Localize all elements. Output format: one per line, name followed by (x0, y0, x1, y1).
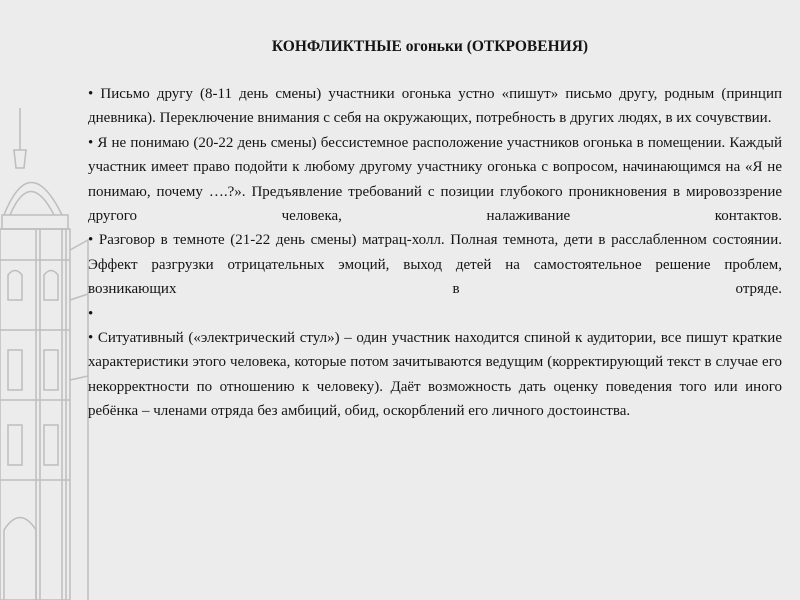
list-item (88, 302, 782, 326)
slide-title: КОНФЛИКТНЫЕ огоньки (ОТКРОВЕНИЯ) (271, 38, 589, 55)
list-item: • Я не понимаю (20-22 день смены) бессистемное расположение участников огонька в помещении. Каждый участник имеет право подойти к любому другому участнику огонька с вопросом, начинающимся на «Я не понимаю, почему ….?». Предъявление требований с позиции глубокого проникновения в мировоззрение другого человека, налаживание контактов. (88, 131, 782, 229)
list-item: • Ситуативный («электрический стул») – один участник находится спиной к аудитории, все пишут краткие характеристики этого человека, которые потом зачитываются ведущим (корректирующий текст в случае его некорректности по отношению к человеку). Даёт возможность дать оценку поведения того или иного ребёнка – членами отряда без амбиций, обид, оскорблений его личного достоинства. (88, 326, 782, 424)
building-illustration (0, 0, 90, 600)
list-item: • Разговор в темноте (21-22 день смены) матрац-холл. Полная темнота, дети в расслабленном состоянии. Эффект разгрузки отрицательных эмоций, выход детей на самостоятельное решение проблем, возникающих в отряде. (88, 228, 782, 301)
body-text (88, 82, 782, 424)
list-item: • Письмо другу (8-11 день смены) участники огонька устно «пишут» письмо другу, родным (принцип дневника). Переключение внимания с себя на окружающих, потребность в других людях, в их сочувствии. (88, 82, 782, 131)
